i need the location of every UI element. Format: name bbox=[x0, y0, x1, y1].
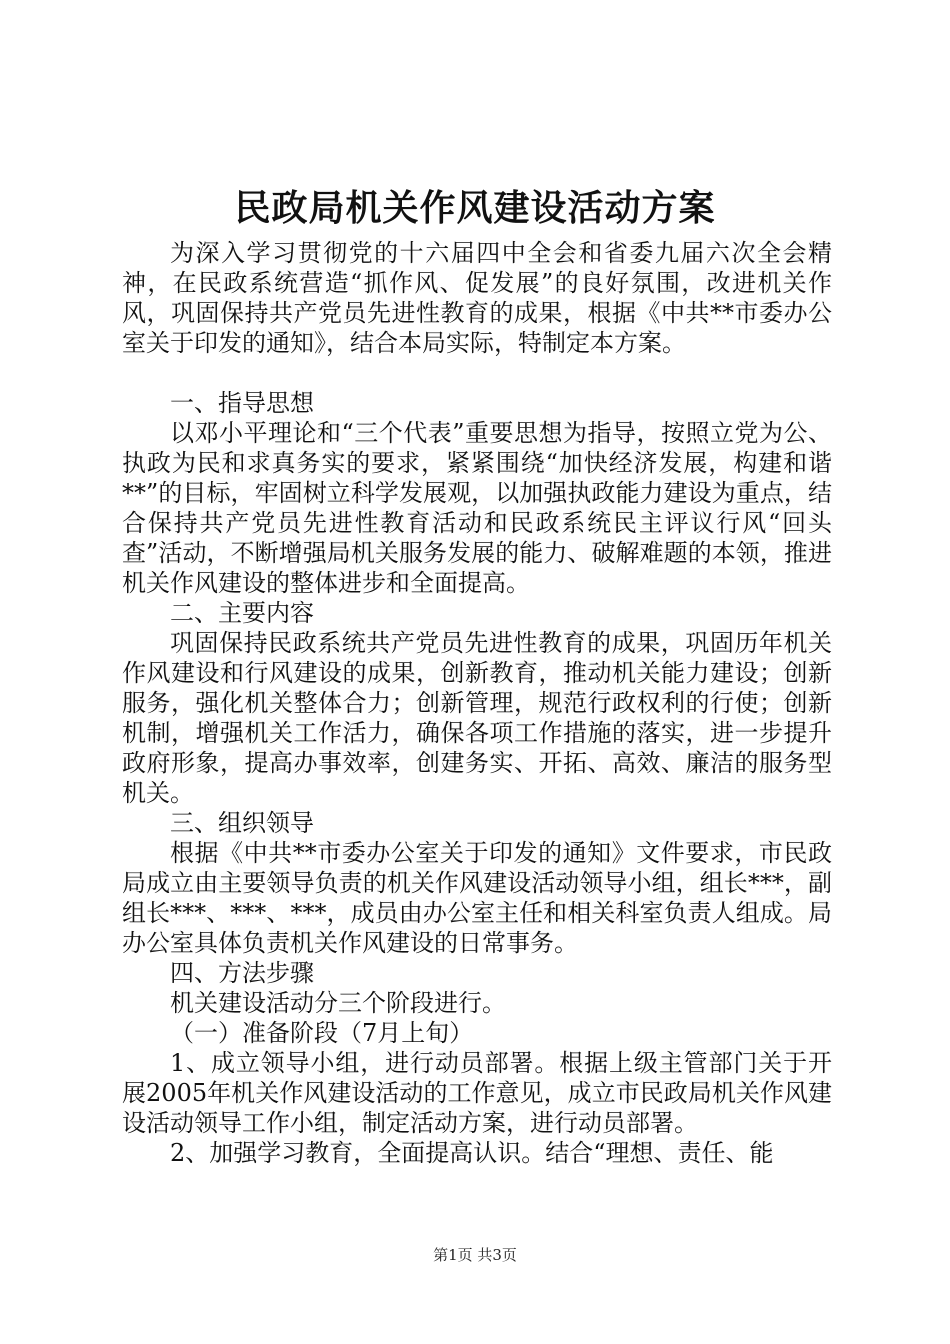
stage-one-item-2: 2、加强学习教育，全面提高认识。结合“理想、责任、能 bbox=[170, 1139, 774, 1167]
page-footer: 第1页 共3页 bbox=[433, 1246, 517, 1264]
main-content-paragraph: 巩固保持民政系统共产党员先进性教育的成果，巩固历年机关作风建设和行风建设的成果，创新教育，推动机关能力建设；创新服务，强化机关整体合力；创新管理，规范行政权利的行使；创新机制，增强机关工作活力，确保各项工作措施的落实，进一步提升政府形象，提高办事效率，创建务实、开拓、高效、廉洁的服务型机关。 bbox=[122, 629, 832, 807]
section-heading-main-content: 二、主要内容 bbox=[170, 599, 314, 627]
steps-intro-paragraph: 机关建设活动分三个阶段进行。 bbox=[170, 989, 506, 1017]
intro-paragraph: 为深入学习贯彻党的十六届四中全会和省委九届六次全会精神，在民政系统营造“抓作风、促发展”的良好氛围，改进机关作风，巩固保持共产党员先进性教育的成果，根据《中共**市委办公室关于印发的通知》，结合本局实际，特制定本方案。 bbox=[122, 239, 832, 357]
section-heading-guiding-ideology: 一、指导思想 bbox=[170, 389, 314, 417]
stage-one-item-1: 1、成立领导小组，进行动员部署。根据上级主管部门关于开展2005年机关作风建设活动的工作意见，成立市民政局机关作风建设活动领导工作小组，制定活动方案，进行动员部署。 bbox=[122, 1049, 832, 1137]
document-body bbox=[122, 238, 832, 1168]
leadership-paragraph: 根据《中共**市委办公室关于印发的通知》文件要求，市民政局成立由主要领导负责的机关作风建设活动领导小组，组长***，副组长***、***、***，成员由办公室主任和相关科室负责人组成。局办公室具体负责机关作风建设的日常事务。 bbox=[122, 839, 832, 957]
stage-one-heading: （一）准备阶段（7月上旬） bbox=[170, 1019, 474, 1047]
guiding-ideology-paragraph: 以邓小平理论和“三个代表”重要思想为指导，按照立党为公、执政为民和求真务实的要求，紧紧围绕“加快经济发展，构建和谐**”的目标，牢固树立科学发展观，以加强执政能力建设为重点，结合保持共产党员先进性教育活动和民政系统民主评议行风“回头查”活动，不断增强局机关服务发展的能力、破解难题的本领，推进机关作风建设的整体进步和全面提高。 bbox=[122, 419, 832, 597]
document-title: 民政局机关作风建设活动方案 bbox=[234, 187, 716, 229]
section-heading-leadership: 三、组织领导 bbox=[170, 809, 314, 837]
section-heading-steps: 四、方法步骤 bbox=[170, 959, 314, 987]
